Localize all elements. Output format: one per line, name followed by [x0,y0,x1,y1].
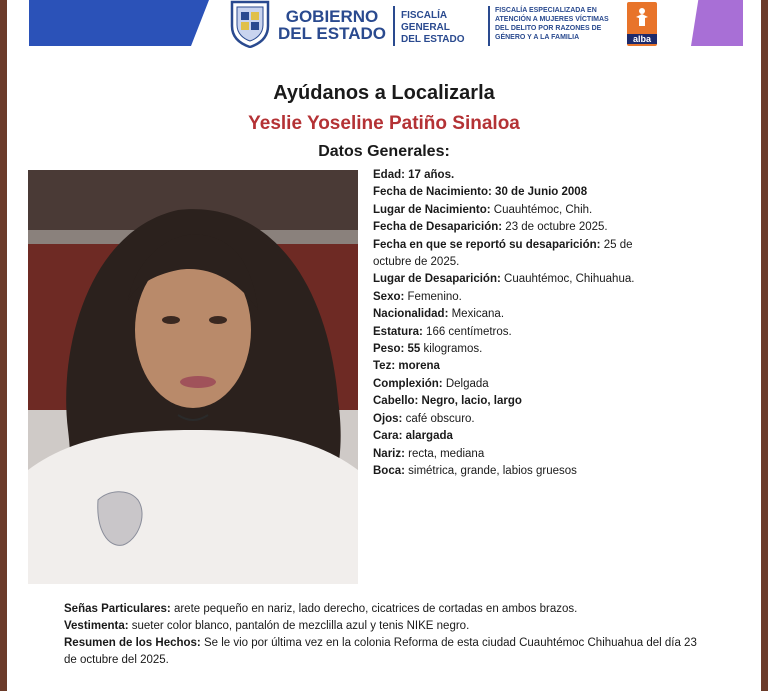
section-title: Datos Generales: [318,143,450,160]
detail-row [373,411,673,428]
gobierno-line2: DEL ESTADO [278,24,386,43]
detail-label: Fecha de Desaparición: [373,221,503,234]
detail-label: Fecha en que se reportó su desaparición: [373,238,601,251]
detail-label: Estatura: [373,325,423,338]
detail-value: Cuauhtémoc, Chih. [490,203,593,216]
detail-label: Edad: 17 años. [373,169,455,181]
detail-label: Ojos: [373,412,403,425]
detail-row [373,341,673,358]
detail-label: Cara: alargada [373,430,453,443]
missing-person-name: Yeslie Yoseline Patiño Sinaloa [248,113,520,134]
detail-label: Cabello: Negro, lacio, largo [373,395,522,408]
page-title: Ayúdanos a Localizarla [273,82,495,104]
detail-label: Tez: morena [373,360,440,373]
detail-row [373,184,673,201]
alba-label: alba [627,34,657,44]
senas-particulares [64,601,704,618]
detail-label: Nariz: [373,447,405,460]
vestimenta-label: Vestimenta: [64,620,129,632]
detail-row [373,306,673,323]
senas-label: Señas Particulares: [64,603,171,615]
detail-label: Fecha de Nacimiento: 30 de Junio 2008 [373,186,588,199]
detail-row [373,219,673,236]
header [7,0,761,52]
senas-value: arete pequeño en nariz, lado derecho, cicatrices de cortadas en ambos brazos. [170,603,578,615]
detail-label: Peso: 55 [373,343,421,356]
detail-value: 25 de octubre de 2025. [373,238,633,269]
detail-row [373,324,673,341]
frame-right-border [761,0,768,691]
vestimenta-value: sueter color blanco, pantalón de mezclilla azul y tenis NIKE negro. [128,620,470,632]
detail-value: Femenino. [404,290,462,303]
resumen-value: Se le vio por última vez en la colonia Reforma de esta ciudad Cuauhtémoc Chihuahua del día 23 de octubre del 2025. [64,637,697,666]
detail-value: recta, mediana [404,447,485,460]
photo-illustration [28,170,358,584]
detail-label: Complexión: [373,377,443,390]
flyer-page [7,0,761,691]
bottom-notes [64,601,704,669]
detail-row [373,289,673,306]
detail-value: café obscuro. [402,412,475,425]
blue-banner [29,0,209,46]
detail-row [373,393,673,410]
purple-banner [691,0,743,46]
vestimenta [64,618,704,635]
detail-row [373,376,673,393]
details-list [373,167,673,480]
state-shield-icon [229,0,271,48]
detail-label: Lugar de Desaparición: [373,273,501,286]
detail-row [373,167,673,184]
detail-value: Delgada [442,377,489,390]
detail-label: Lugar de Nacimiento: [373,203,491,216]
gobierno-line1: GOBIERNO [285,7,379,26]
header-divider [488,6,490,46]
detail-value: Cuauhtémoc, Chihuahua. [500,273,635,286]
resumen-label: Resumen de los Hechos: [64,637,201,649]
frame-left-border [0,0,7,691]
detail-row [373,271,673,288]
fiscalia-logo-text [401,10,491,46]
fiscalia-line2: DEL ESTADO [401,34,465,45]
detail-value: Mexicana. [448,308,505,321]
fiscalia-especializada-text: FISCALÍA ESPECIALIZADA EN ATENCIÓN A MUJERES VÍCTIMAS DEL DELITO POR RAZONES DE GÉNERO Y A LA FAMILIA [495,7,609,41]
header-divider [393,6,395,46]
detail-value: 166 centímetros. [422,325,512,338]
detail-row [373,463,673,480]
detail-row [373,237,673,272]
detail-row [373,428,673,445]
detail-row [373,358,673,375]
detail-label: Nacionalidad: [373,308,449,321]
missing-person-photo [28,170,358,584]
detail-value: simétrica, grande, labios gruesos [404,464,577,477]
detail-label: Sexo: [373,290,405,303]
detail-value: kilogramos. [420,343,483,356]
fiscalia-line1: FISCALÍA GENERAL [401,10,450,33]
alba-logo [627,2,657,46]
resumen-hechos [64,635,704,669]
alba-figure-icon [634,7,650,27]
detail-value: 23 de octubre 2025. [502,221,608,234]
gobierno-logo-text [277,8,387,42]
detail-label: Boca: [373,464,405,477]
detail-row [373,446,673,463]
detail-row [373,202,673,219]
